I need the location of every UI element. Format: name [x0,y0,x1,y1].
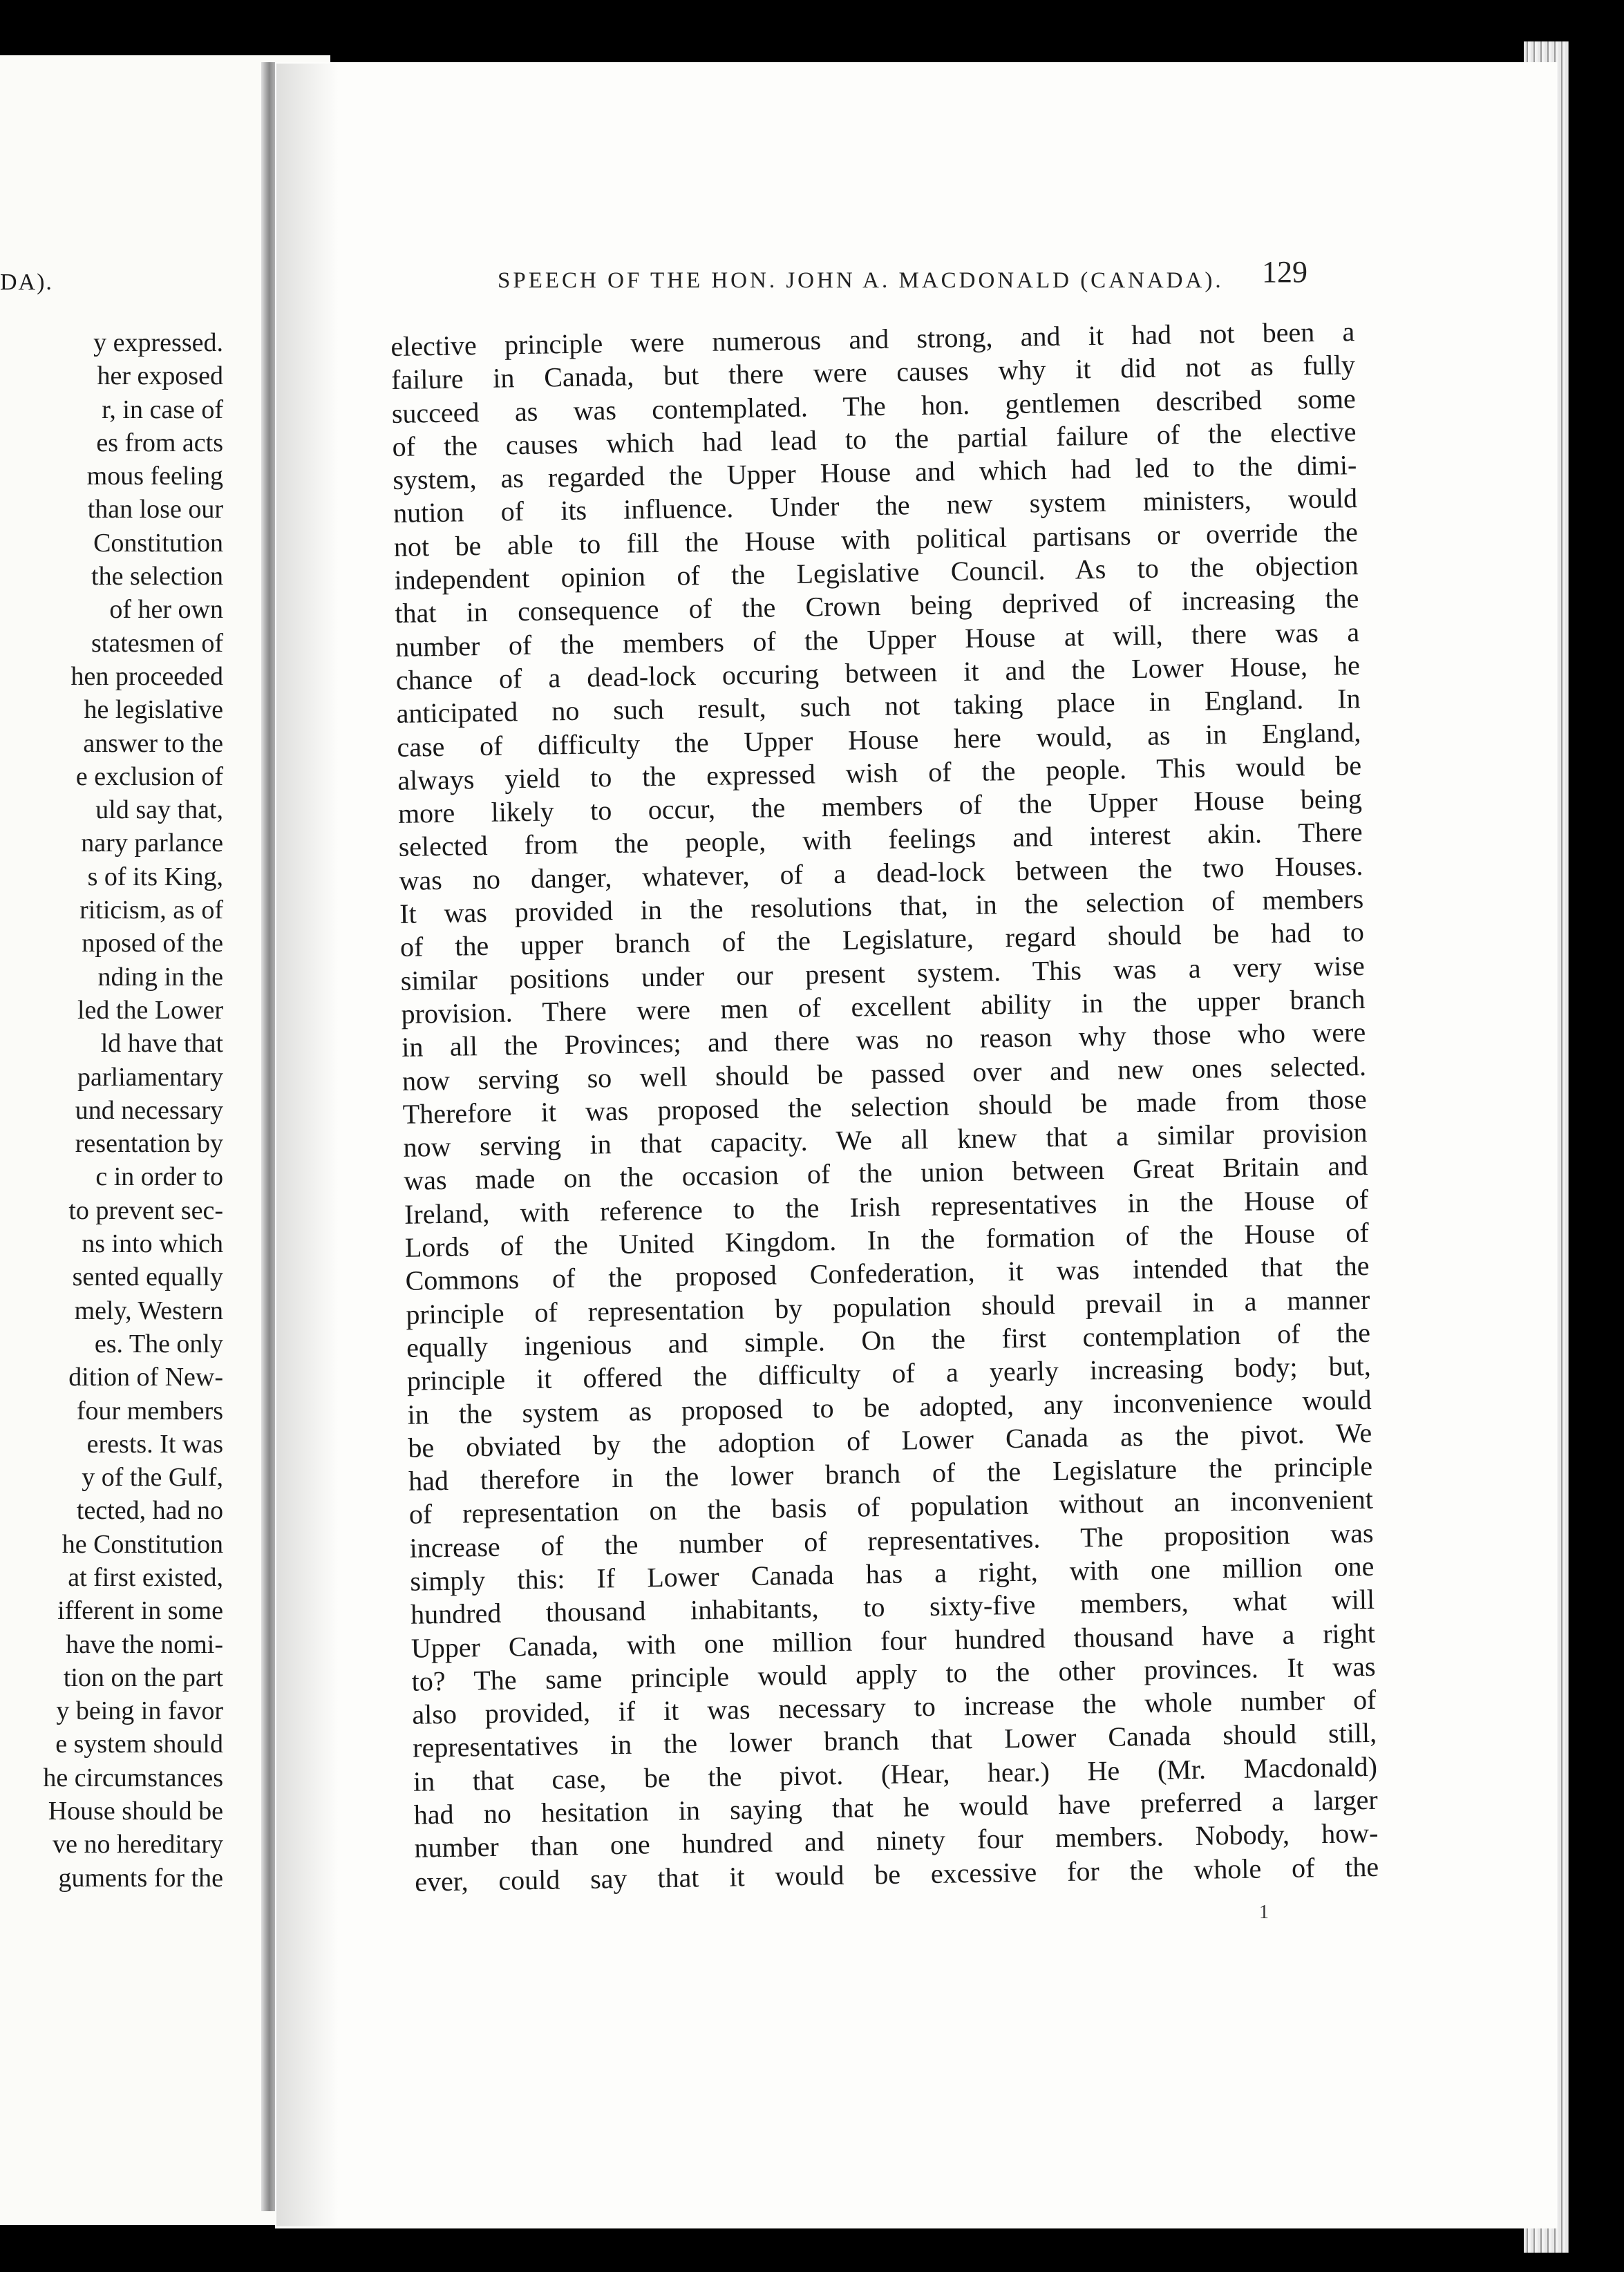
text-line: principle it offered the difficulty of a yearly increasing body; but, [406,1350,1372,1397]
text-line: It was provided in the resolutions that, in the selection of members [399,883,1364,929]
text-line: case of difficulty the Upper House here would, as in England, [397,716,1361,763]
left-text-line: hen proceeded [70,661,223,691]
left-text-line: riticism, as of [79,896,223,925]
left-text-line: ld have that [100,1029,223,1059]
text-line: failure in Canada, but there were causes why it did not as fully [390,349,1356,396]
left-text-line: es. The only [94,1329,223,1359]
left-text-line: to prevent sec- [68,1195,223,1225]
left-text-line: nary parlance [81,829,223,858]
left-text-line: he circumstances [43,1763,223,1792]
left-text-line: led the Lower [77,995,223,1025]
text-line: simply this: If Lower Canada has a right, with one million one [410,1550,1375,1597]
left-text-line: erests. It was [86,1429,223,1459]
left-text-line: r, in case of [102,395,223,424]
text-line: independent opinion of the Legislative Council. As to the objection [394,549,1359,596]
left-text-line: Constitution [93,528,223,558]
left-text-line: her exposed [97,361,223,391]
page-number: 129 [1262,255,1307,289]
left-text-line: have the nomi- [66,1629,223,1659]
left-text-line: e system should [55,1730,223,1759]
page-shadow [276,64,339,2226]
text-line: in that case, be the pivot. (Hear, hear.) He (Mr. Macdonald) [413,1750,1378,1797]
left-text-line: he legislative [84,695,223,725]
text-line: selected from the people, with feelings and interest akin. There [398,816,1363,863]
text-line: not be able to fill the House with political partisans or override the [393,515,1359,562]
left-text-line: e exclusion of [75,761,223,791]
text-line: had no hesitation in saying that he would have preferred a larger [413,1783,1378,1830]
text-line: Upper Canada, with one million four hundred thousand have a right [410,1617,1376,1664]
left-text-line: sented equally [72,1262,223,1292]
text-line: equally ingenious and simple. On the first contemplation of the [406,1316,1371,1363]
left-text-line: parliamentary [77,1062,223,1092]
left-text-line: tion on the part [63,1663,223,1692]
text-line: nution of its influence. Under the new system ministers, would [393,482,1358,529]
left-text-line: ve no hereditary [53,1830,223,1859]
text-line: Lords of the United Kingdom. In the formation of the House of [404,1216,1370,1263]
left-text-line: statesmen of [91,628,223,658]
text-line: elective principle were numerous and strong, and it had not been a [390,316,1355,362]
text-line: system, as regarded the Upper House and which had led to the dimi- [393,449,1357,496]
body-text [390,315,1379,1899]
left-text-line: s of its King, [87,862,223,891]
text-line: Therefore it was proposed the selection should be made from those [402,1083,1367,1130]
left-text-line: at first existed, [68,1562,223,1592]
text-line: was no danger, whatever, of a dead-lock between the two Houses. [399,849,1363,896]
text-line: representatives in the lower branch that Lower Canada should still, [412,1717,1377,1764]
left-text-line: nposed of the [82,929,223,958]
text-line: that in consequence of the Crown being deprived of increasing the [395,583,1359,629]
text-line: increase of the number of representatives. The proposition was [409,1517,1374,1564]
text-line: now serving in that capacity. We all knew that a similar provision [403,1117,1368,1163]
text-line: to? The same principle would apply to the other provinces. It was [411,1650,1376,1697]
running-head: SPEECH OF THE HON. JOHN A. MACDONALD (CANADA). [498,268,1224,293]
text-line: had therefore in the lower branch of the Legislature the principle [408,1450,1373,1497]
left-text-line: he Constitution [62,1529,223,1559]
left-text-line: ns into which [82,1229,223,1259]
left-text-line: guments for the [58,1863,223,1893]
text-line: principle of representation by population should prevail in a manner [406,1283,1370,1330]
text-line: of the upper branch of the Legislature, regard should be had to [399,916,1365,963]
left-text-line: answer to the [83,728,223,758]
left-text-line: than lose our [87,495,223,524]
left-text-line: uld say that, [95,795,223,825]
left-text-line: y of the Gulf, [82,1463,223,1493]
text-line: hundred thousand inhabitants, to sixty-five members, what will [410,1584,1375,1631]
text-line: in the system as proposed to be adopted, any inconvenience would [407,1383,1372,1430]
left-page-text [43,326,223,1895]
left-text-line: es from acts [96,428,223,457]
text-line: be obviated by the adoption of Lower Canada as the pivot. We [408,1417,1372,1464]
text-line: more likely to occur, the members of the Upper House being [397,783,1363,830]
left-text-line: y expressed. [93,328,223,357]
left-running-head-fragment: DA). [0,269,53,295]
left-text-line: ifferent in some [57,1596,223,1626]
text-line: number of the members of the Upper House at will, there was a [395,616,1360,663]
left-text-line: y being in favor [56,1696,223,1726]
text-line: was made on the occasion of the union between Great Britain and [403,1150,1368,1197]
left-text-line: four members [76,1396,223,1426]
left-text-line: resentation by [75,1129,223,1159]
text-line: anticipated no such result, such not taking place in England. In [396,683,1361,730]
text-line: in all the Provinces; and there was no reason why those who were [401,1016,1366,1063]
text-line: Commons of the proposed Confederation, it was intended that the [405,1250,1370,1297]
left-text-line: mely, Western [74,1296,223,1325]
left-text-line: nding in the [97,962,223,992]
text-line: of the causes which had lead to the partial failure of the elective [392,415,1357,462]
text-line: provision. There were men of excellent ability in the upper branch [401,983,1366,1030]
left-text-line: c in order to [95,1162,223,1192]
left-text-line: of her own [109,595,223,625]
text-line: succeed as was contemplated. The hon. gentlemen described some [391,382,1357,429]
text-line: also provided, if it was necessary to increase the whole number of [412,1684,1377,1730]
text-line: number than one hundred and ninety four members. Nobody, how- [414,1817,1379,1864]
text-line: now serving so well should be passed over and new ones selected. [402,1050,1367,1097]
left-text-line: tected, had no [76,1496,223,1526]
left-text-line: House should be [48,1797,223,1826]
text-line: chance of a dead-lock occuring between it and the Lower House, he [395,649,1361,696]
left-text-line: und necessary [75,1095,223,1125]
signature-mark: 1 [1259,1902,1269,1923]
left-text-line: mous feeling [86,462,223,491]
left-text-line: dition of New- [68,1363,223,1392]
text-line: always yield to the expressed wish of the people. This would be [397,749,1362,796]
left-text-line: the selection [91,562,223,591]
text-line: similar positions under our present system. This was a very wise [400,949,1365,996]
text-line: ever, could say that it would be excessive for the whole of the [414,1850,1379,1897]
text-line: of representation on the basis of population without an inconvenient [408,1484,1374,1531]
text-line: Ireland, with reference to the Irish representatives in the House of [404,1183,1369,1230]
